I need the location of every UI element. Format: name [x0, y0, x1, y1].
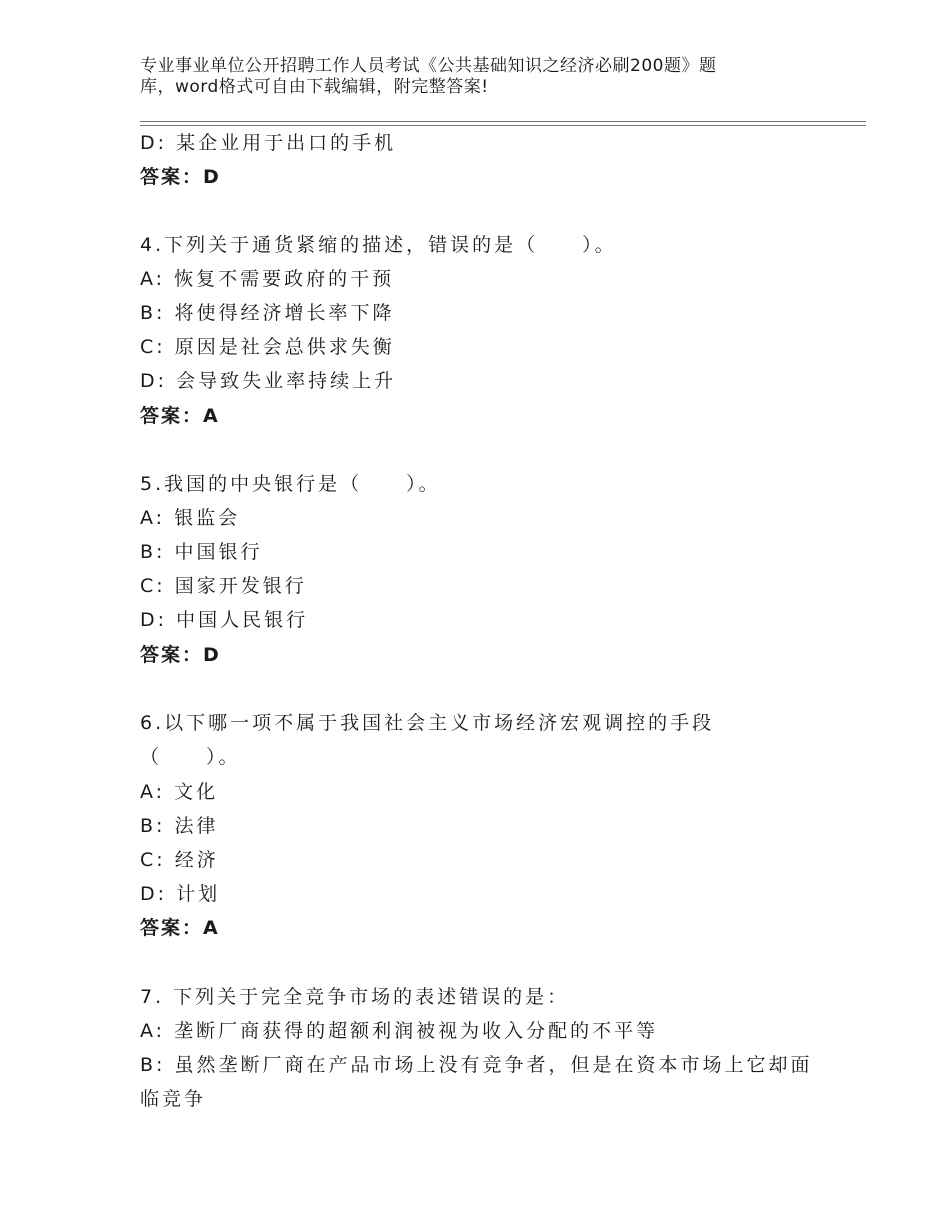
q7-stem: 7. 下列关于完全竞争市场的表述错误的是： [140, 986, 570, 1008]
q6-option-b: B: 法律 [140, 815, 219, 837]
header-title-line1: 专业事业单位公开招聘工作人员考试《公共基础知识之经济必刷200题》题 [140, 56, 717, 76]
q6-option-d: D: 计划 [140, 883, 221, 905]
q7-option-b-line2: 临竞争 [140, 1088, 207, 1110]
document-header [140, 56, 780, 98]
q6-stem-line2: （ ）。 [140, 746, 241, 768]
q7-option-a: A: 垄断厂商获得的超额利润被视为收入分配的不平等 [140, 1020, 659, 1042]
header-rule-bottom [140, 125, 866, 126]
q4-option-d: D: 会导致失业率持续上升 [140, 370, 397, 392]
header-rule-top [140, 121, 866, 122]
q4-option-c: C: 原因是社会总供求失衡 [140, 336, 395, 358]
q5-stem: 5.我国的中央银行是（ ）。 [140, 473, 441, 495]
q5-option-c: C: 国家开发银行 [140, 575, 307, 597]
q4-option-a: A: 恢复不需要政府的干预 [140, 268, 395, 290]
q5-option-b: B: 中国银行 [140, 541, 263, 563]
q4-answer: 答案：A [140, 405, 220, 427]
q6-stem-line1: 6.以下哪一项不属于我国社会主义市场经济宏观调控的手段 [140, 712, 715, 734]
q4-stem: 4.下列关于通货紧缩的描述，错误的是（ ）。 [140, 234, 617, 256]
q5-answer: 答案：D [140, 644, 221, 666]
q4-option-b: B: 将使得经济增长率下降 [140, 302, 395, 324]
q6-answer: 答案：A [140, 917, 220, 939]
header-title-line2: 库，word格式可自由下载编辑，附完整答案! [140, 77, 489, 97]
q6-option-c: C: 经济 [140, 849, 219, 871]
q5-option-d: D: 中国人民银行 [140, 609, 309, 631]
prev-option-d: D: 某企业用于出口的手机 [140, 132, 397, 154]
q5-option-a: A: 银监会 [140, 507, 241, 529]
prev-answer: 答案：D [140, 166, 221, 188]
q7-option-b-line1: B: 虽然垄断厂商在产品市场上没有竞争者，但是在资本市场上它却面 [140, 1054, 813, 1076]
q6-option-a: A: 文化 [140, 781, 219, 803]
